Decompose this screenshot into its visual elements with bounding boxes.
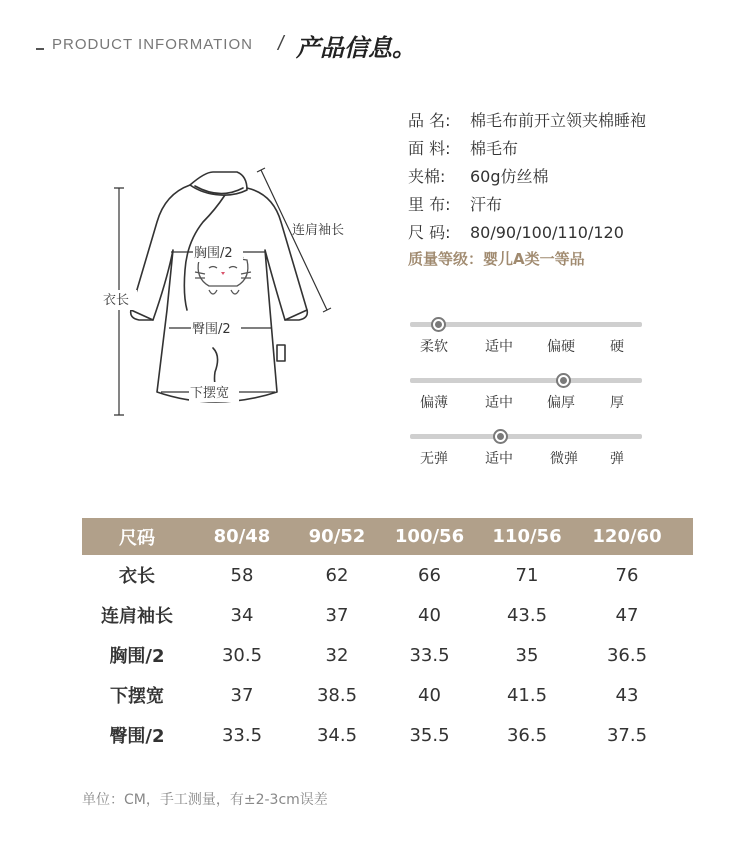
table-cell: 58 <box>230 564 254 586</box>
measurement-note: 单位：CM，手工测量，有±2-3cm误差 <box>82 792 328 808</box>
table-cell: 35.5 <box>409 724 450 746</box>
slider-label: 硬 <box>610 339 624 355</box>
slider-label: 无弹 <box>420 451 448 467</box>
slider-label: 柔软 <box>420 339 448 355</box>
header-cell: 80/48 <box>213 526 271 547</box>
header-cell: 120/60 <box>592 526 662 547</box>
slider-track <box>410 378 642 383</box>
table-cell: 62 <box>325 564 349 586</box>
table-cell: 36.5 <box>606 644 648 666</box>
slider-label: 适中 <box>485 395 513 411</box>
slider-label: 微弹 <box>550 451 578 467</box>
header-chinese-title: 产品信息。 <box>296 34 416 62</box>
body-outline <box>131 185 308 402</box>
table-cell: 71 <box>515 564 539 586</box>
table-row <box>82 635 693 675</box>
spec-value: 60g仿丝棉 <box>470 167 549 186</box>
slider-label: 偏薄 <box>420 395 448 411</box>
table-cell: 33.5 <box>409 644 450 666</box>
slider-label: 弹 <box>610 451 624 467</box>
table-cell: 33.5 <box>221 724 263 746</box>
sleeve-label: 连肩袖长 <box>292 223 345 238</box>
hem-label: 下摆宽 <box>190 386 230 401</box>
slider-label: 适中 <box>485 451 513 467</box>
chest-label: 胸围/2 <box>194 246 233 261</box>
table-cell: 37 <box>230 684 254 706</box>
table-cell: 40 <box>418 604 441 626</box>
spec-row-sizes <box>408 220 728 248</box>
header-cell: 110/56 <box>492 526 562 547</box>
table-cell: 36.5 <box>506 724 548 746</box>
spec-key: 夹棉: <box>408 167 446 186</box>
size-table <box>82 518 693 755</box>
table-cell: 胸围/2 <box>109 646 165 667</box>
table-cell: 41.5 <box>506 684 548 706</box>
slider-track <box>410 434 642 439</box>
spec-row-padding <box>408 164 728 192</box>
table-cell: 32 <box>325 644 349 666</box>
table-cell: 66 <box>418 564 441 586</box>
spec-key: 尺 码: <box>408 223 451 242</box>
slider-label: 偏硬 <box>547 339 575 355</box>
table-cell: 40 <box>418 684 441 706</box>
hip-label: 臀围/2 <box>192 322 231 337</box>
table-cell: 30.5 <box>221 644 263 666</box>
product-specs <box>408 108 728 276</box>
table-cell: 76 <box>615 564 639 586</box>
spec-value: 80/90/100/110/120 <box>470 223 624 242</box>
spec-key: 里 布: <box>408 195 451 214</box>
table-header <box>82 518 693 555</box>
collar-line <box>195 186 243 194</box>
table-cell: 37 <box>325 604 349 626</box>
table-cell: 34 <box>230 604 254 626</box>
spec-row-lining <box>408 192 728 220</box>
table-cell: 衣长 <box>119 566 155 587</box>
header-dash <box>36 48 44 50</box>
table-cell: 47 <box>615 604 639 626</box>
table-cell: 43.5 <box>506 604 548 626</box>
side-tag <box>277 345 285 361</box>
header-cell: 尺码 <box>119 527 155 549</box>
slider-knob <box>431 317 446 332</box>
table-row <box>82 675 693 715</box>
table-cell: 34.5 <box>316 724 358 746</box>
collar-outline <box>190 172 247 195</box>
table-cell: 37.5 <box>606 724 648 746</box>
spec-value: 棉毛布 <box>470 139 519 158</box>
table-row <box>82 595 693 635</box>
table-row <box>82 555 693 595</box>
slider-label: 偏厚 <box>547 395 575 411</box>
header-cell: 90/52 <box>308 526 366 547</box>
spec-key: 品 名: <box>408 111 451 130</box>
table-cell: 臀围/2 <box>109 726 165 747</box>
slider-label: 厚 <box>610 395 624 411</box>
header-cell: 100/56 <box>394 526 465 547</box>
table-cell: 连肩袖长 <box>101 606 173 627</box>
table-cell: 43 <box>615 684 639 706</box>
spec-row-fabric <box>408 136 728 164</box>
spec-row-name <box>408 108 728 136</box>
table-cell: 35 <box>515 644 539 666</box>
cat-nose <box>221 272 225 275</box>
slider-knob <box>556 373 571 388</box>
cat-eyes <box>209 267 237 269</box>
table-row <box>82 715 693 755</box>
table-cell: 38.5 <box>316 684 358 706</box>
slider-knob <box>493 429 508 444</box>
cat-paws <box>209 290 239 294</box>
section-header <box>36 26 736 66</box>
table-cell: 下摆宽 <box>110 686 164 707</box>
spec-value: 棉毛布前开立领夹棉睡袍 <box>470 111 647 130</box>
quality-grade: 质量等级：婴儿A类一等品 <box>408 250 585 268</box>
spec-value: 汗布 <box>470 195 503 214</box>
length-label: 衣长 <box>103 293 130 308</box>
spec-key: 面 料: <box>408 139 451 158</box>
garment-illustration <box>95 160 365 430</box>
header-slash: / <box>278 33 284 55</box>
header-english-title: PRODUCT INFORMATION <box>52 36 253 53</box>
slider-label: 适中 <box>485 339 513 355</box>
